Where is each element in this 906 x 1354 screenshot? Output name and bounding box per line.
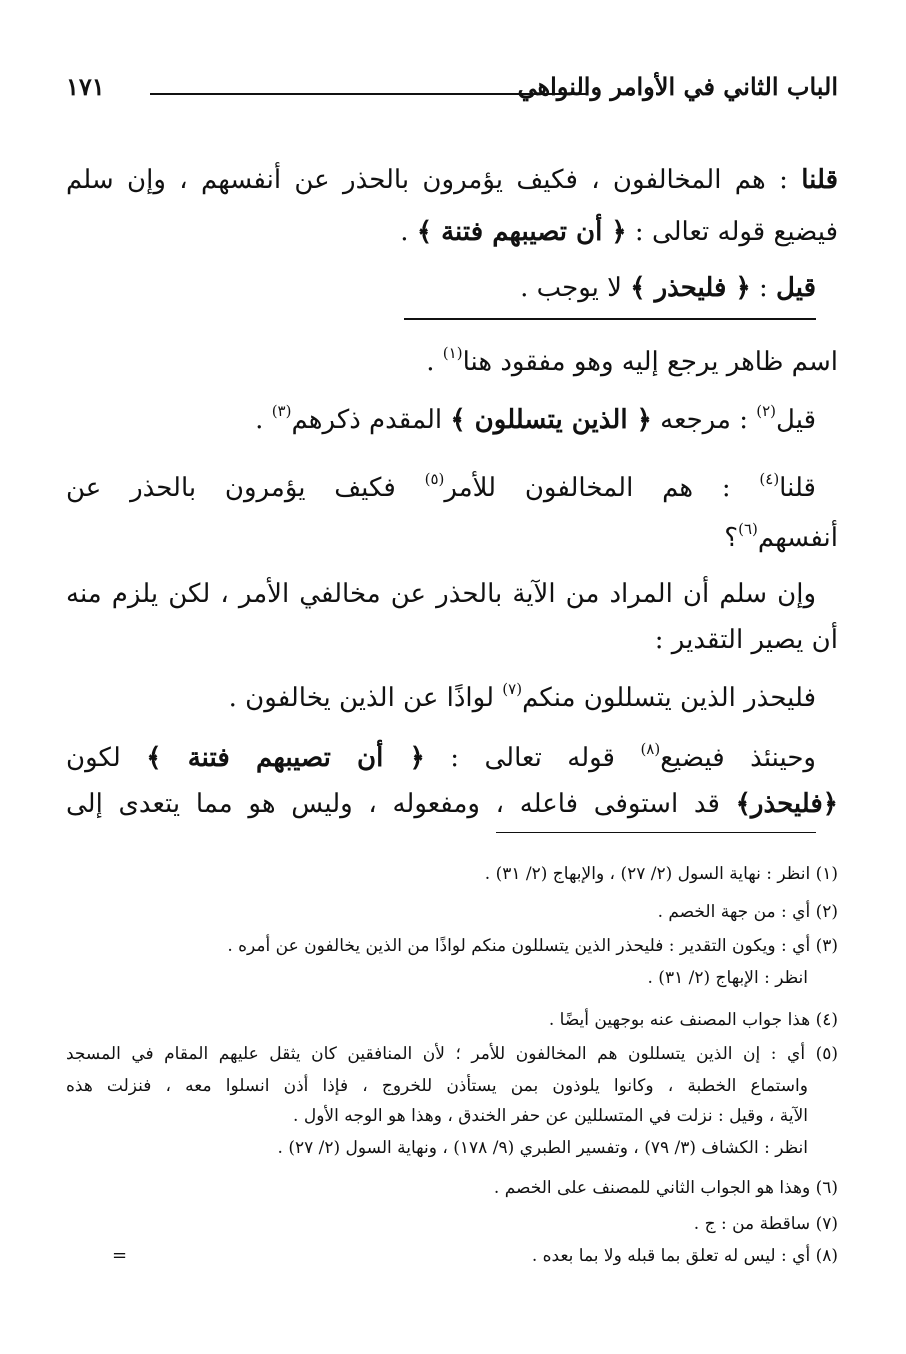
text: : مرجعه [651, 405, 757, 435]
upper-line-1 [66, 160, 838, 200]
text: : هم المخالفون ، فكيف يؤمرون بالحذر عن أنفسهم ، وإن سلم [66, 165, 802, 195]
footnote-ref-5[interactable]: (٥) [424, 470, 445, 488]
body-line-1 [66, 342, 838, 382]
body-line-9 [66, 784, 838, 824]
footnote-rule [496, 832, 816, 833]
quran-quote: ﴿فليحذر﴾ [735, 789, 838, 819]
text: فيضيع قوله تعالى : [626, 217, 838, 247]
text: لواذًا عن الذين يخالفون . [228, 683, 503, 713]
text: المقدم ذكرهم [291, 405, 451, 435]
footnote-ref-3[interactable]: (٣) [271, 402, 292, 420]
upper-line-3 [66, 268, 838, 308]
footnote-ref-4[interactable]: (٤) [759, 470, 780, 488]
footnote-8: (٨) أي : ليس له تعلق بما قبله ولا بما بعده . [531, 1246, 838, 1266]
footnote-5-cont-1: واستماع الخطبة ، وكانوا يلوذون بمن يستأذن للخروج ، فإذا أذن انسلوا معه ، فنزلت هذه [66, 1076, 808, 1096]
header-rule [150, 93, 586, 95]
text: : [750, 273, 777, 303]
footnote-5: (٥) أي : إن الذين يتسللون هم المخالفون للأمر ؛ لأن المنافقين كان يثقل عليهم المقام في المسجد [66, 1044, 838, 1064]
text: وإن سلم أن المراد من الآية بالحذر عن مخالفي الأمر ، لكن يلزم منه [66, 579, 816, 609]
text: قيل [776, 405, 816, 435]
footnote-1: (١) انظر : نهاية السول (٢/ ٢٧) ، والإبهاج (٢/ ٣١) . [484, 864, 838, 884]
text: قد استوفى فاعله ، ومفعوله ، وليس هو مما يتعدى إلى [66, 789, 736, 819]
footnote-5-cont-2: الآية ، وقيل : نزلت في المتسللين عن حفر الخندق ، وهذا هو الوجه الأول . [293, 1106, 808, 1126]
label-qil: قيل [776, 273, 816, 303]
body-line-7 [66, 678, 838, 718]
text: قوله تعالى : [424, 743, 641, 773]
body-line-6 [66, 620, 838, 660]
text: قلنا [779, 473, 816, 503]
footnote-7: (٧) ساقطة من : ج . [693, 1214, 838, 1234]
footnote-4: (٤) هذا جواب المصنف عنه بوجهين أيضًا . [548, 1010, 838, 1030]
footnote-ref-7[interactable]: (٧) [502, 680, 523, 698]
quran-quote: ﴿ الذين يتسللون ﴾ [450, 405, 652, 435]
text: اسم ظاهر يرجع إليه وهو مفقود هنا [462, 347, 838, 377]
footnote-3-cont: انظر : الإبهاج (٢/ ٣١) . [647, 968, 808, 988]
text: لا يوجب . [520, 273, 631, 303]
page-number: ١٧١ [66, 72, 105, 101]
text: لكون [66, 743, 147, 773]
quran-quote: ﴿ فليحذر ﴾ [630, 273, 751, 303]
footnote-ref-1[interactable]: (١) [442, 344, 463, 362]
text: . [255, 405, 272, 435]
footnote-2: (٢) أي : من جهة الخصم . [657, 902, 838, 922]
body-line-3 [66, 468, 838, 508]
label-qulna: قلنا [801, 165, 838, 195]
footnote-3: (٣) أي : ويكون التقدير : فليحذر الذين يتسللون منكم لواذًا من الذين يخالفون عن أمره . [227, 936, 838, 956]
margin-mark: = [112, 1245, 128, 1266]
footnote-ref-6[interactable]: (٦) [738, 520, 758, 538]
text: وحينئذ فيضيع [660, 743, 816, 773]
body-line-2 [66, 400, 838, 440]
quran-quote: ﴿ أن تصيبهم فتنة ﴾ [146, 743, 425, 773]
text: أن يصير التقدير : [654, 625, 838, 655]
text: فليحذر الذين يتسللون منكم [522, 683, 816, 713]
body-line-8 [66, 738, 838, 778]
footnote-6: (٦) وهذا هو الجواب الثاني للمصنف على الخصم . [493, 1178, 838, 1198]
running-header [66, 72, 838, 112]
section-divider [404, 318, 816, 320]
upper-line-2 [66, 212, 838, 252]
footnote-5-cont-3: انظر : الكشاف (٣/ ٧٩) ، وتفسير الطبري (٩/ ١٧٨) ، ونهاية السول (٢/ ٢٧) . [277, 1138, 808, 1158]
text: أنفسهم [757, 523, 838, 553]
text: . [426, 347, 443, 377]
body-line-5 [66, 574, 838, 614]
footnote-ref-8[interactable]: (٨) [640, 740, 661, 758]
footnote-ref-2[interactable]: (٢) [756, 402, 777, 420]
text: . [400, 217, 417, 247]
quran-quote: ﴿ أن تصيبهم فتنة ﴾ [416, 217, 627, 247]
chapter-title: الباب الثاني في الأوامر والنواهي [517, 72, 838, 101]
text: فكيف يؤمرون بالحذر عن [66, 473, 425, 503]
body-line-4 [66, 518, 838, 558]
text: : هم المخالفون للأمر [444, 473, 760, 503]
text: ؟ [724, 523, 739, 553]
